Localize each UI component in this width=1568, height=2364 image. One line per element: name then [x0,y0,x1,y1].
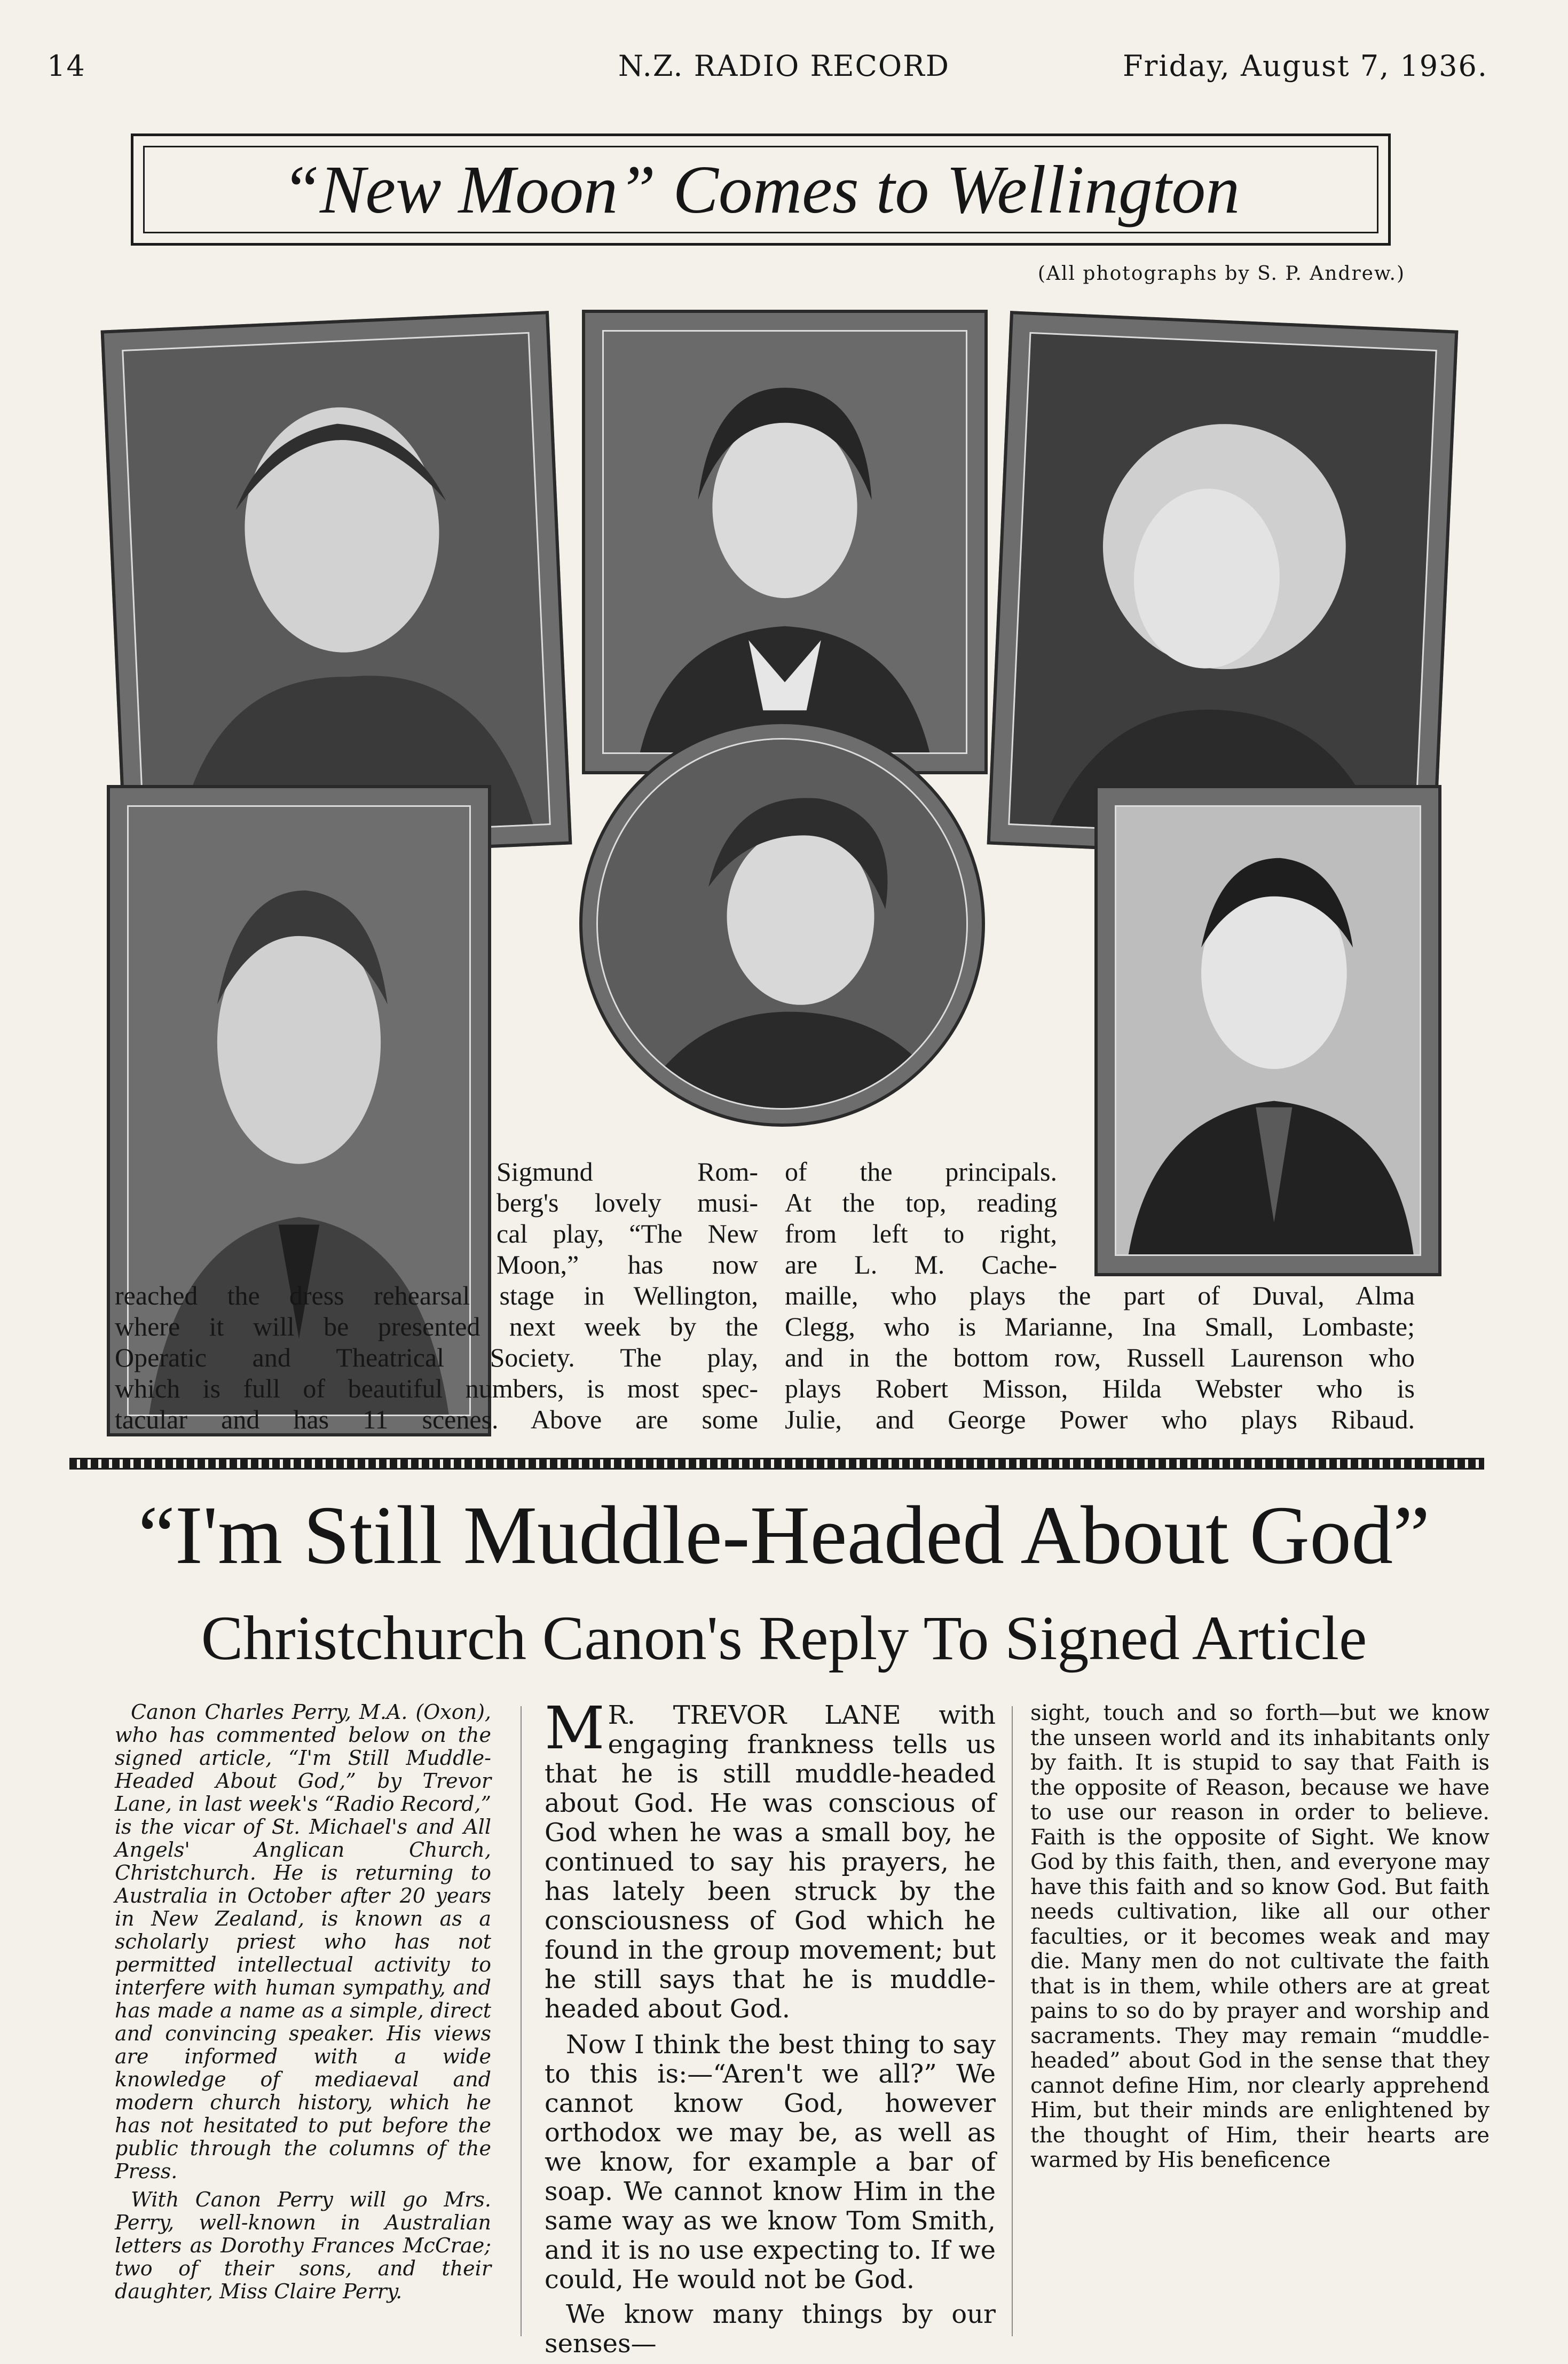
photo-credit: (All photographs by S. P. Andrew.) [1037,263,1405,285]
section-divider [69,1458,1484,1470]
caption-right-bottom: maille, who plays the part of Duval, Alma Clegg, who is Marianne, Ina Small, Lombaste; and in the bottom row, Russell Laurenson who plays Robert Misson, Hilda Webster who is Julie, and George Power who plays Ribaud. [785,1281,1415,1434]
column-rule [521,1706,522,2336]
portrait-photo-george-power [1094,785,1441,1276]
feature-title-box [131,133,1391,246]
portrait-photo-ina-small [987,311,1459,864]
body-paragraph: R. TREVOR LANE with engaging frankness tells us that he is still muddle-headed about God. He was conscious of God when he was a small boy, he continued to say his prayers, he has lately been struck by the consciousness of God which he found in the group movement; but he still says that he is muddle-headed about God. [545,1700,996,2024]
editor-intro [115,1701,491,2308]
article-subheadline: Christchurch Canon's Reply To Signed Article [201,1603,1367,1673]
article-column-3 [1030,1701,1490,2178]
portrait-photo-alma-clegg [582,310,988,774]
intro-paragraph: With Canon Perry will go Mrs. Perry, well-known in Australian letters as Dorothy Frances McCrae; two of their sons, and their daughter, Miss Claire Perry. [115,2188,491,2303]
caption-right-top: of the principals. At the top, reading from left to right, are L. M. Cache- [785,1157,1057,1279]
caption-left-top: Sigmund Rom- berg's lovely musi- cal play, “The New Moon,” has now [497,1157,758,1279]
issue-date: Friday, August 7, 1936. [1123,49,1488,83]
body-paragraph: sight, touch and so forth—but we know the unseen world and its inhabitants only by faith. It is stupid to say that Faith is the opposite of Reason, because we have to use our reason in order to believe. Faith is the opposite of Sight. We know God by this faith, then, and everyone may have this faith and so know God. But faith needs cultivation, like all our other faculties, or it becomes weak and may die. Many men do not cultivate the faith that is in them, while others are at great pains to so do by prayer and worship and sacraments. They may remain “muddle-headed” about God in the sense that they cannot define Him, nor clearly apprehend Him, but their minds are enlightened by the thought of Him, their hearts are warmed by His beneficence [1030,1701,1490,2172]
article-headline: “I'm Still Muddle-Headed About God” [138,1489,1430,1581]
article-column-2 [545,1694,996,2364]
publication-title: N.Z. RADIO RECORD [618,49,950,83]
feature-title: “New Moon” Comes to Wellington [281,151,1240,227]
portrait-photo-cachemaille [101,311,572,864]
drop-cap: M [545,1694,605,1762]
intro-paragraph: Canon Charles Perry, M.A. (Oxon), who has commented below on the signed article, “I'm Still Muddle-Headed About God,” by Trevor Lane, in last week's “Radio Record,” is the vicar of St. Michael's and All Angels' Anglican Church, Christchurch. He is returning to Australia in October after 20 years in New Zealand, is known as a scholarly priest who has not permitted intellectual activity to interfere with human sympathy, and has made a name as a simple, direct and convincing speaker. His views are informed with a wide knowledge of mediaeval and modern church history, which he has not hesitated to put before the public through the columns of the Press. [115,1700,491,2183]
caption-left-bottom: reached the dress rehearsal stage in Wellington, where it will be presented next week by the Operatic and Theatrical Society. The play, which is full of beautiful numbers, is most spec- tacular and has 11 scenes. Above are some [115,1281,758,1434]
body-paragraph: Now I think the best thing to say to this is:—“Aren't we all?” We cannot know God, however orthodox we may be, as well as we know, for example a bar of soap. We cannot know Him in the same way as we know Tom Smith, and it is no use expecting to. If we could, He would not be God. [545,2030,996,2295]
portrait-photo-hilda-webster [579,721,985,1127]
body-paragraph: We know many things by our senses— [545,2299,996,2359]
column-rule [1012,1706,1013,2336]
page-number: 14 [47,49,86,83]
